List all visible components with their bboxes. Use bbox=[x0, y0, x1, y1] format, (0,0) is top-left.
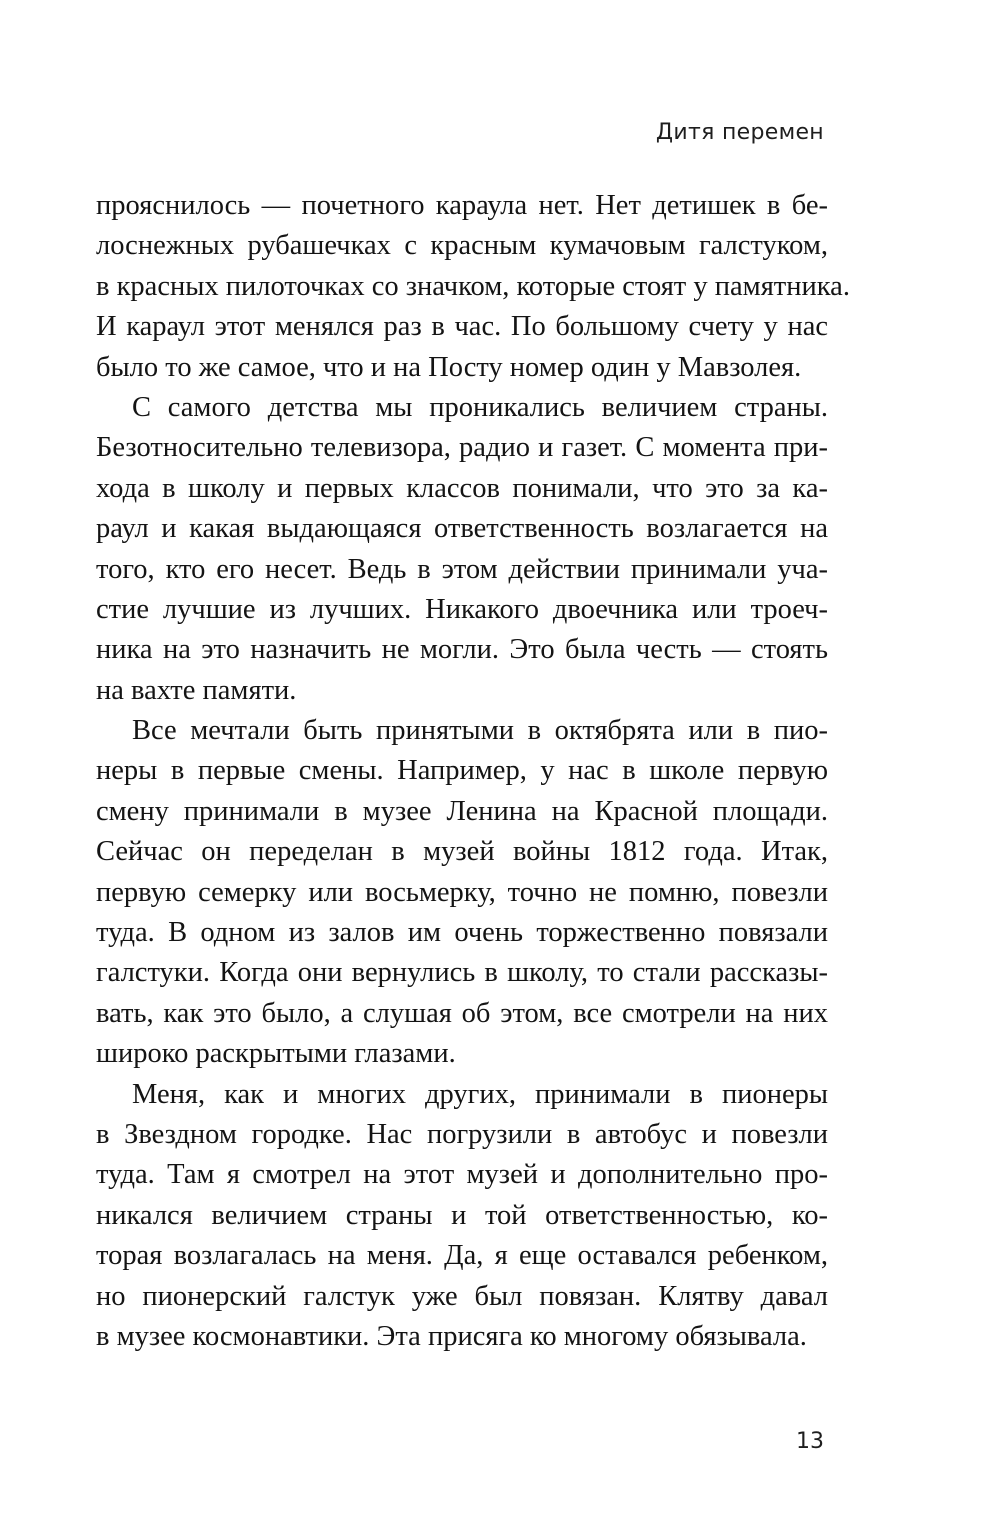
text-line: прояснилось — почетного караула нет. Нет детишек в бе- bbox=[96, 190, 828, 221]
text-line: первую семерку или восьмерку, точно не помню, повезли bbox=[96, 876, 828, 908]
text-line: стие лучшие из лучших. Никакого двоечника или троеч- bbox=[96, 593, 828, 625]
text-line: раул и какая выдающаяся ответственность возлагается на bbox=[96, 513, 828, 545]
text-line: торая возлагалась на меня. Да, я еще оставался ребенком, bbox=[96, 1240, 828, 1272]
running-head: Дитя перемен bbox=[655, 120, 824, 145]
text-line: И караул этот менялся раз в час. По большому счету у нас bbox=[96, 311, 828, 343]
text-line: Все мечтали быть принятыми в октябрята или в пио- bbox=[132, 715, 828, 747]
text-line: в красных пилоточках со значком, которые стоят у памятника. bbox=[96, 270, 850, 302]
text-line: туда. В одном из залов им очень торжественно повязали bbox=[96, 917, 828, 949]
text-line: туда. Там я смотрел на этот музей и дополнительно про- bbox=[96, 1159, 828, 1191]
text-line: но пионерский галстук уже был повязан. Клятву давал bbox=[96, 1280, 828, 1312]
text-line: Безотносительно телевизора, радио и газет. С момента при- bbox=[96, 432, 828, 464]
paragraph bbox=[96, 186, 850, 388]
text-line: лоснежных рубашечках с красным кумачовым галстуком, bbox=[96, 230, 828, 262]
text-line: вать, как это было, а слушая об этом, все смотрели на них bbox=[96, 997, 828, 1029]
body-text bbox=[96, 186, 850, 1357]
page-number: 13 bbox=[796, 1429, 824, 1454]
text-line: на вахте памяти. bbox=[96, 674, 297, 706]
text-line: ника на это назначить не могли. Это была честь — стоять bbox=[96, 634, 828, 666]
text-line: никался величием страны и той ответственностью, ко- bbox=[96, 1199, 828, 1231]
text-line: Меня, как и многих других, принимали в пионеры bbox=[132, 1078, 828, 1110]
text-line: смену принимали в музее Ленина на Красной площади. bbox=[96, 795, 828, 827]
text-line: того, кто его несет. Ведь в этом действии принимали уча- bbox=[96, 553, 828, 585]
text-line: С самого детства мы проникались величием страны. bbox=[132, 391, 828, 423]
text-line: галстуки. Когда они вернулись в школу, то стали рассказы- bbox=[96, 957, 828, 989]
text-line: Сейчас он переделан в музей войны 1812 года. Итак, bbox=[96, 836, 828, 868]
paragraph bbox=[96, 388, 828, 711]
paragraph bbox=[96, 711, 828, 1075]
text-line: было то же самое, что и на Посту номер один у Мавзолея. bbox=[96, 351, 802, 383]
text-line: в музее космонавтики. Эта присяга ко многому обязывала. bbox=[96, 1320, 807, 1352]
text-line: широко раскрытыми глазами. bbox=[96, 1038, 456, 1070]
paragraph bbox=[96, 1075, 828, 1358]
text-line: хода в школу и первых классов понимали, что это за ка- bbox=[96, 472, 828, 504]
text-line: в Звездном городке. Нас погрузили в автобус и повезли bbox=[96, 1118, 828, 1150]
text-line: неры в первые смены. Например, у нас в школе первую bbox=[96, 755, 828, 787]
